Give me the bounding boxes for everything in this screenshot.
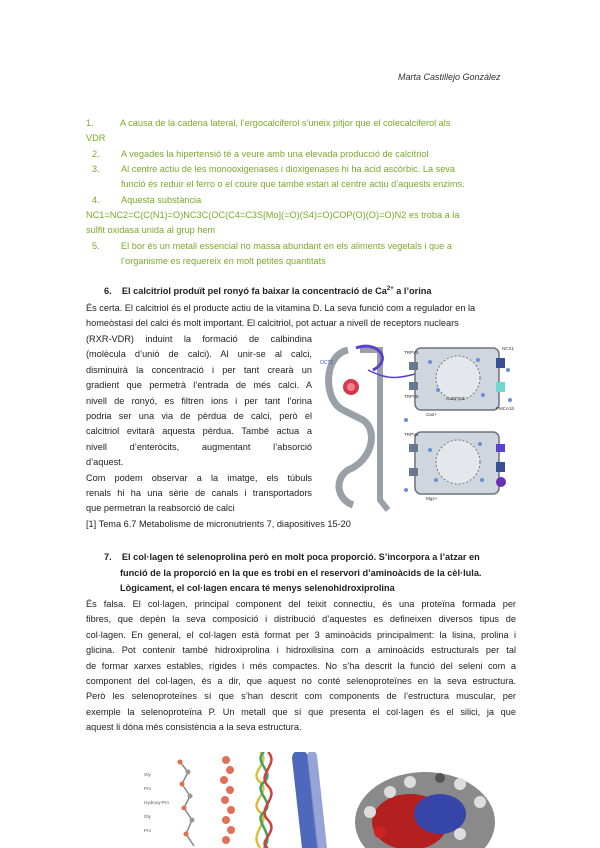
list-item-continuation: sulfit oxidasa unida al grup hem bbox=[86, 225, 216, 235]
channel bbox=[409, 362, 418, 370]
kidney-transport-figure bbox=[318, 340, 518, 518]
author-name: Marta Castillejo González bbox=[398, 72, 501, 82]
label-oct1: OCT1 bbox=[320, 360, 334, 366]
transporter bbox=[496, 477, 506, 487]
channel bbox=[409, 468, 418, 476]
label-gly: Gly bbox=[144, 814, 151, 819]
label-pro: Pro bbox=[144, 786, 152, 791]
reference: [1] Tema 6.7 Metabolisme de micronutrients 7, diapositives 15-20 bbox=[86, 519, 351, 529]
list-item: 5. El bor és un metall essencial no massa abundant en els aliments vegetals i que a bbox=[92, 241, 452, 251]
triple-helix-ribbon bbox=[257, 752, 272, 848]
channel bbox=[409, 444, 418, 452]
paragraph-line: És certa. El calcitriol és el producte actiu de la vitamina D. La seva funció com a regulador en la bbox=[86, 303, 476, 313]
channel bbox=[496, 358, 505, 368]
label-ncx1: NCX1 bbox=[502, 346, 515, 351]
collecting-duct bbox=[360, 350, 388, 510]
label-trpv5: TRPV5 bbox=[404, 350, 419, 355]
collagen-fibril-model bbox=[355, 772, 495, 848]
list-item: 1. A causa de la cadena lateral, l’ergocalciferol s’uneix pitjor que el colecalciferol als bbox=[86, 118, 451, 128]
nucleus-lower bbox=[436, 440, 480, 484]
q6-wrapped-text: (RXR-VDR) induint la formació de calbindina (molècula d’unió de calci). Al unir-se al calci, disminuirà la concentració i per tant crearà un gradient que permetrà l’entrada de més calci. A nivell de ronyó, es filtren ions i per tant l’orina podria ser una via de pèrdua de calci, però el calcitriol evitarà aquesta pèrdua. També actua a nivell d’enteròcits, augmentant l’absorció d’aquest. Com podem observar a la imatge, els túbuls renals hi ha una sèrie de canals i transportadors que permetran la reabsorció de calci bbox=[86, 334, 312, 514]
channel bbox=[409, 382, 418, 390]
list-item: 4. Aquesta substància bbox=[92, 195, 202, 205]
renal-tubule bbox=[329, 350, 372, 505]
list-item: 2. A vegades la hipertensió té a veure amb una elevada producció de calcitriol bbox=[92, 149, 429, 159]
nucleus-upper bbox=[436, 356, 480, 400]
label-trpv6: TRPV6 bbox=[404, 394, 419, 399]
spacefill-helix bbox=[300, 756, 322, 848]
list-item: 3. Al centre actiu de les monooxigenases i dioxigenases hi ha àcid ascòrbic. La seva bbox=[92, 164, 456, 174]
transporter bbox=[496, 462, 505, 472]
list-item-continuation: VDR bbox=[86, 133, 106, 143]
spacefill-red bbox=[220, 756, 235, 844]
label-trpv6: TRPV6 bbox=[404, 432, 419, 437]
collagen-structure-figure bbox=[140, 752, 500, 848]
ball-and-stick-model bbox=[178, 760, 195, 847]
list-item-continuation: NC1=NC2=C(C(N1)=O)NC3C(OC(C4=C3S[Mo](=O)(S4)=O)COP(O)(O)=O)N2 es troba a la bbox=[86, 210, 460, 220]
glomerulus-inner bbox=[347, 383, 355, 391]
list-item-continuation: funció és reduir el ferro o el coure que també estan al centre actiu d’aquests enzims. bbox=[121, 179, 465, 189]
transporter bbox=[496, 444, 505, 452]
label-mg: Mg2+ bbox=[426, 496, 438, 501]
label-gly: Gly bbox=[144, 772, 151, 777]
label-hydroxypro: Hydroxy-Pro bbox=[144, 800, 170, 805]
q7-paragraph: És falsa. El col·lagen, principal component del teixit connectiu, és una proteïna formada per fibres, que depèn la seva composició i distribució d’aquestes es defineixen diversos tipus de col·lagen. En general, el col·lagen està format per 3 aminoàcids principalment: la lisina, prolina i glicina. Pot contenir també hidroxiprolina i hidroxilisina com a aminoàcids estructurals per tal de formar xarxes estables, rígides i més compactes. No s’ha descrit la funció del seleni com a component del col·lagen, és a dir, que aquest no conté selenoproteïnes en la seva estructura. Però les selenoproteïnes sí que s’han descrit com components de l’estructura muscular, per exemple la selenoproteïna P. Un metall que sí que presenta el col·lagen és el silici, ja que aquest li dóna més consistència a la seva estructura. bbox=[86, 599, 516, 733]
paragraph-line: homeòstasi del calci és molt important. El calcitriol, pot actuar a nivell de receptors nuclears bbox=[86, 318, 459, 328]
label-cabp: CaBP28k bbox=[446, 396, 466, 401]
question-7-heading: 7. El col·lagen té selenoprolina però en molt poca proporció. S’incorpora a l’atzar en funció de la proporció en la que es trobi en el reservori d’aminoàcids de la cèl·lula. Lògicament, el col·lagen encara té menys selenohidroxiprolina bbox=[104, 552, 482, 593]
pump bbox=[496, 382, 505, 392]
label-pro: Pro bbox=[144, 828, 152, 833]
list-item-continuation: l’organisme es requereix en molt petites quantitats bbox=[121, 256, 326, 266]
label-pmca: PMCA1b bbox=[496, 406, 515, 411]
question-6-heading: 6. El calcitriol produït pel ronyó fa baixar la concentració de $Ca^{2+}$ a l’orina bbox=[104, 286, 432, 297]
label-ca: Ca2+ bbox=[426, 412, 437, 417]
